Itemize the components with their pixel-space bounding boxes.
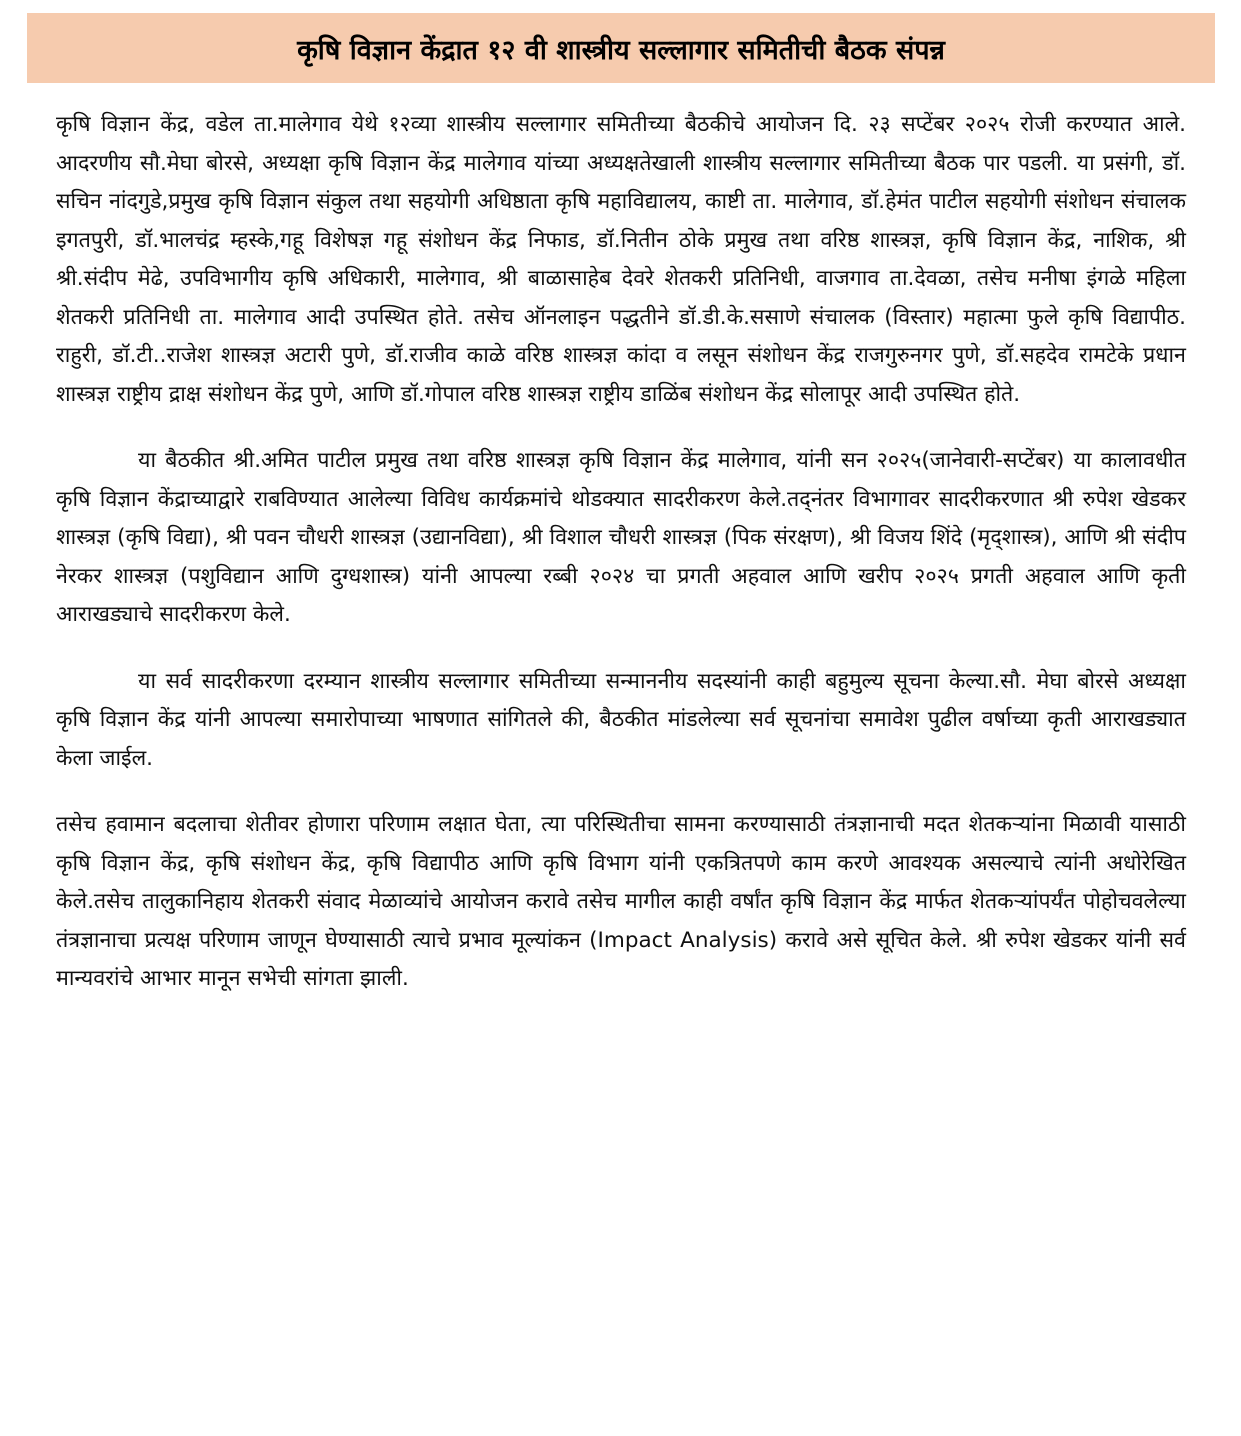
paragraph-attendees: कृषि विज्ञान केंद्र, वडेल ता.मालेगाव येथे १२व्या शास्त्रीय सल्लागार समितीच्या बैठकीचे आयोजन दि. २३ सप्टेंबर २०२५ रोजी करण्यात आले. आदरणीय सौ.मेघा बोरसे, अध्यक्षा कृषि विज्ञान केंद्र मालेगाव यांच्या अध्यक्षतेखाली शास्त्रीय सल्लागार समितीच्या बैठक पार पडली. या प्रसंगी, डॉ. सचिन नांदगुडे,प्रमुख कृषि विज्ञान संकुल तथा सहयोगी अधिष्ठाता कृषि महाविद्यालय, काष्टी ता. मालेगाव, डॉ.हेमंत पाटील सहयोगी संशोधन संचालक इगतपुरी, डॉ.भालचंद्र म्हस्के,गहू विशेषज्ञ गहू संशोधन केंद्र निफाड, डॉ.नितीन ठोके प्रमुख तथा वरिष्ठ शास्त्रज्ञ, कृषि विज्ञान केंद्र, नाशिक, श्री श्री.संदीप मेढे, उपविभागीय कृषि अधिकारी, मालेगाव, श्री बाळासाहेब देवरे शेतकरी प्रतिनिधी, वाजगाव ता.देवळा, तसेच मनीषा इंगळे महिला शेतकरी प्रतिनिधी ता. मालेगाव आदी उपस्थित होते. तसेच ऑनलाइन पद्धतीने डॉ.डी.के.ससाणे संचालक (विस्तार) महात्मा फुले कृषि विद्यापीठ. राहुरी, डॉ.टी..राजेश शास्त्रज्ञ अटारी पुणे, डॉ.राजीव काळे वरिष्ठ शास्त्रज्ञ कांदा व लसून संशोधन केंद्र राजगुरुनगर पुणे, डॉ.सहदेव रामटेके प्रधान शास्त्रज्ञ राष्ट्रीय द्राक्ष संशोधन केंद्र पुणे, आणि डॉ.गोपाल वरिष्ठ शास्त्रज्ञ राष्ट्रीय डाळिंब संशोधन केंद्र सोलापूर आदी उपस्थित होते. <box>56 112 1186 407</box>
paragraph-conclusion: तसेच हवामान बदलाचा शेतीवर होणारा परिणाम लक्षात घेता, त्या परिस्थितीचा सामना करण्यासाठी तंत्रज्ञानाची मदत शेतकऱ्यांना मिळावी यासाठी कृषि विज्ञान केंद्र, कृषि संशोधन केंद्र, कृषि विद्यापीठ आणि कृषि विभाग यांनी एकत्रितपणे काम करणे आवश्यक असल्याचे त्यांनी अधोरेखित केले.तसेच तालुकानिहाय शेतकरी संवाद मेळाव्यांचे आयोजन करावे तसेच मागील काही वर्षांत कृषि विज्ञान केंद्र मार्फत शेतकऱ्यांपर्यंत पोहोचवलेल्या तंत्रज्ञानाचा प्रत्यक्ष परिणाम जाणून घेण्यासाठी त्याचे प्रभाव मूल्यांकन (Impact Analysis) करावे असे सूचित केले. श्री रुपेश खेडकर यांनी सर्व मान्यवरांचे आभार मानून सभेची सांगता झाली. <box>56 812 1186 991</box>
page-title: कृषि विज्ञान केंद्रात १२ वी शास्त्रीय सल्लागार समितीची बैठक संपन्न <box>297 34 945 66</box>
title-banner <box>27 13 1215 83</box>
paragraph-suggestions: या सर्व सादरीकरणा दरम्यान शास्त्रीय सल्लागार समितीच्या सन्माननीय सदस्यांनी काही बहुमुल्य सूचना केल्या.सौ. मेघा बोरसे अध्यक्षा कृषि विज्ञान केंद्र यांनी आपल्या समारोपाच्या भाषणात सांगितले की, बैठकीत मांडलेल्या सर्व सूचनांचा समावेश पुढील वर्षाच्या कृती आराखड्यात केला जाईल. <box>56 668 1186 771</box>
article-body <box>56 106 1186 999</box>
paragraph-presentations: या बैठकीत श्री.अमित पाटील प्रमुख तथा वरिष्ठ शास्त्रज्ञ कृषि विज्ञान केंद्र मालेगाव, यांनी सन २०२५(जानेवारी-सप्टेंबर) या कालावधीत कृषि विज्ञान केंद्राच्याद्वारे राबविण्यात आलेल्या विविध कार्यक्रमांचे थोडक्यात सादरीकरण केले.तद्नंतर विभागावर सादरीकरणात श्री रुपेश खेडकर शास्त्रज्ञ (कृषि विद्या), श्री पवन चौधरी शास्त्रज्ञ (उद्यानविद्या), श्री विशाल चौधरी शास्त्रज्ञ (पिक संरक्षण), श्री विजय शिंदे (मृद्शास्त्र), आणि श्री संदीप नेरकर शास्त्रज्ञ (पशुविद्यान आणि दुग्धशास्त्र) यांनी आपल्या रब्बी २०२४ चा प्रगती अहवाल आणि खरीप २०२५ प्रगती अहवाल आणि कृती आराखड्याचे सादरीकरण केले. <box>56 448 1186 627</box>
